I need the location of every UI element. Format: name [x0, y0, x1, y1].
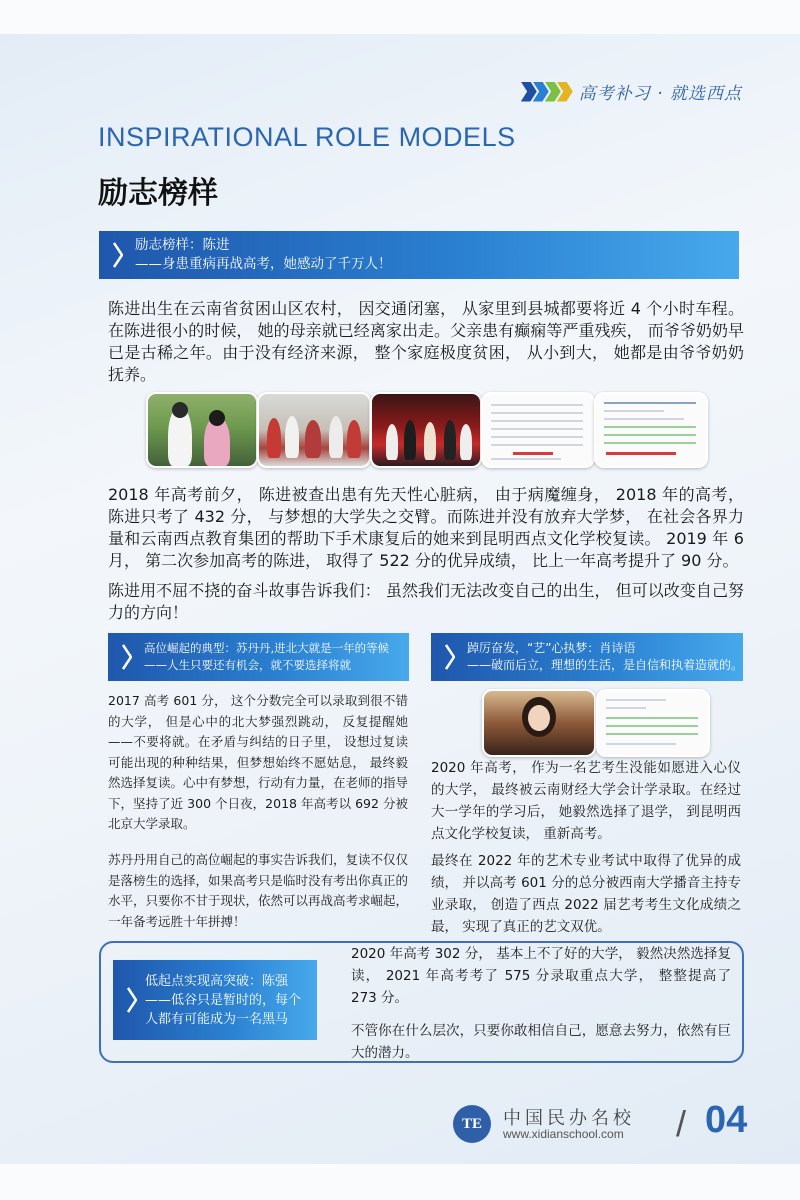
photo-xiao-shiyu	[482, 689, 596, 757]
photo-group-visit	[257, 392, 371, 468]
school-name: 中国民办名校	[503, 1108, 635, 1129]
bottom-margin	[0, 1164, 800, 1200]
banner-subtitle: ——身患重病再战高考，她感动了千万人！	[135, 256, 392, 272]
chen-jin-story: 2018 年高考前夕， 陈进被查出患有先天性心脏病， 由于病魔缠身， 2018 年的高考， 陈进只考了 432 分， 与梦想的大学失之交臂。而陈进并没有放弃大学梦， 在社会各界力量和云南西点教育集团的帮助下手术康复后的她来到昆明西点文化学校复读。 2019 年 6 月， 第二次参加高考的陈进， 取得了 522 分的优异成绩， 比上一年高考提升了 90 分。	[108, 485, 744, 570]
page-number-divider: /	[676, 1103, 687, 1144]
banner-subtitle: ——破而后立，理想的生活，是自信和执着造就的。	[467, 658, 744, 672]
banner-title: 励志榜样：陈进	[135, 237, 230, 253]
school-url: www.xidianschool.com	[503, 1127, 624, 1141]
page-number: 04	[705, 1099, 748, 1141]
photo-award-stage	[370, 392, 482, 468]
school-logo-icon: TE	[453, 1105, 491, 1143]
image-score-report-2018	[481, 392, 595, 468]
chevron-right-icon	[127, 987, 137, 1013]
chevron-right-icon	[445, 644, 455, 670]
chevron-right-icon	[122, 644, 132, 670]
chevron-right-icon	[113, 242, 123, 268]
english-title: INSPIRATIONAL ROLE MODELS	[98, 122, 516, 152]
photo-chen-jin-campus	[146, 392, 258, 468]
chen-jin-intro: 陈进出生在云南省贫困山区农村， 因交通闭塞， 从家里到县城都要将近 4 个小时车程。在陈进很小的时候， 她的母亲就已经离家出走。父亲患有癫痫等严重残疾， 而爷爷奶奶早已是古稀之年。由于没有经济来源， 整个家庭极度贫困， 从小到大， 她都是由爷爷奶奶抚养。	[108, 299, 744, 384]
tagline-text: 高考补习 · 就选西点	[578, 84, 742, 104]
banner-subtitle: ——人生只要还有机会，就不要选择将就	[144, 658, 351, 672]
top-margin	[0, 0, 800, 34]
banner-subtitle-2: 人都有可能成为一名黑马	[145, 1011, 289, 1027]
banner-title: 低起点实现高突破：陈强	[145, 973, 289, 989]
su-dandan-story: 2017 高考 601 分， 这个分数完全可以录取到很不错的大学， 但是心中的北大梦强烈跳动， 反复提醒她——不要将就。在矛盾与纠结的日子里， 设想过复读可能出现的种种结果，但梦想始终不愿姑息， 最终毅然选择复读。心中有梦想，行动有力量，在老师的指导下，坚持了近 300 个日夜，2018 年高考以 692 分被北京大学录取。	[108, 693, 409, 831]
chevrons-icon	[521, 82, 569, 102]
chen-qiang-conclusion: 不管你在什么层次，只要你敢相信自己，愿意去努力，依然有巨大的潜力。	[351, 1023, 731, 1061]
page-title: 励志榜样	[98, 176, 218, 211]
image-score-report-xiao	[596, 689, 710, 757]
su-dandan-conclusion: 苏丹丹用自己的高位崛起的事实告诉我们，复读不仅仅是落榜生的选择，如果高考只是临时没有考出你真正的水平，只要你不甘于现状，依然可以再战高考求崛起，一年备考远胜十年拼搏！	[108, 852, 409, 929]
chen-jin-conclusion: 陈进用不屈不挠的奋斗故事告诉我们： 虽然我们无法改变自己的出生， 但可以改变自己努力的方向！	[108, 581, 744, 622]
banner-chen-qiang	[113, 960, 317, 1040]
xiao-shiyu-story: 2020 年高考， 作为一名艺考生没能如愿进入心仪的大学， 最终被云南财经大学会计学录取。在经过大一学年的学习后， 她毅然选择了退学， 到昆明西点文化学校复读， 重新高考。	[431, 760, 741, 842]
chen-qiang-story: 2020 年高考 302 分， 基本上不了好的大学， 毅然决然选择复读， 2021 年高考考了 575 分录取重点大学， 整整提高了 273 分。	[351, 946, 731, 1006]
banner-su-dandan	[108, 633, 409, 681]
banner-xiao-shiyu	[431, 633, 743, 681]
header-tagline	[521, 79, 742, 104]
banner-chen-jin	[99, 231, 739, 279]
banner-title: 高位崛起的典型：苏丹丹,进北大就是一年的等候	[144, 641, 390, 655]
image-score-report-2019	[594, 392, 708, 468]
banner-title: 踔厉奋发，“艺”心执梦：肖诗语	[467, 641, 636, 655]
xiao-shiyu-conclusion: 最终在 2022 年的艺术专业考试中取得了优异的成绩， 并以高考 601 分的总分被西南大学播音主持专业录取， 创造了西点 2022 届艺考考生文化成绩之最， 实现了真正的艺文双优。	[431, 853, 741, 935]
banner-subtitle-1: ——低谷只是暂时的，每个	[145, 992, 302, 1008]
